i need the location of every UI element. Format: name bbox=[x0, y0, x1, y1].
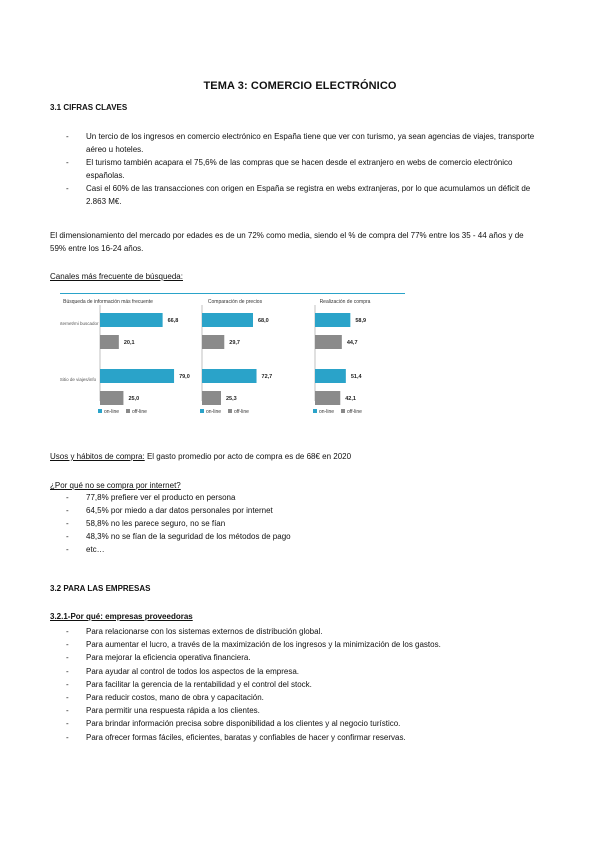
legend-online-swatch bbox=[200, 409, 204, 413]
offline-bar bbox=[100, 391, 123, 405]
list-item: - Para ofrecer formas fáciles, eficientes, baratas y confiables de hacer y confirmar reservas. bbox=[66, 731, 536, 744]
category-label: Internet/mi buscador bbox=[60, 321, 99, 326]
why-not-buy-heading: ¿Por qué no se compra por internet? bbox=[50, 481, 181, 490]
offline-bar bbox=[315, 391, 340, 405]
legend-offline-swatch bbox=[228, 409, 232, 413]
online-value-label: 79,0 bbox=[179, 374, 190, 380]
list-item: - etc… bbox=[66, 543, 536, 556]
list-item: - 48,3% no se fían de la seguridad de los métodos de pago bbox=[66, 530, 536, 543]
list-item: - Para reducir costos, mano de obra y capacitación. bbox=[66, 691, 536, 704]
chart-title: Búsqueda de información más frecuente bbox=[63, 299, 153, 305]
offline-value-label: 42,1 bbox=[345, 396, 356, 402]
usos-line bbox=[50, 450, 530, 463]
online-bar bbox=[315, 369, 346, 383]
online-bar bbox=[100, 313, 163, 327]
offline-value-label: 20,1 bbox=[123, 340, 135, 346]
online-bar bbox=[202, 313, 253, 327]
legend-offline-swatch bbox=[341, 409, 345, 413]
list-item: - Para permitir una respuesta rápida a los clientes. bbox=[66, 704, 536, 717]
key-figures-list bbox=[66, 130, 536, 208]
offline-bar bbox=[315, 335, 342, 349]
online-bar bbox=[202, 369, 257, 383]
chart-title: Realización de compra bbox=[319, 299, 371, 305]
legend-offline-label: off-line bbox=[132, 409, 147, 415]
list-item: - 77,8% prefiere ver el producto en persona bbox=[66, 491, 536, 504]
online-value-label: 51,4 bbox=[350, 374, 362, 380]
section-heading-3-1: 3.1 CIFRAS CLAVES bbox=[50, 103, 128, 112]
legend-online-swatch bbox=[313, 409, 317, 413]
offline-value-label: 25,3 bbox=[225, 396, 237, 402]
legend-online-label: on-line bbox=[104, 409, 120, 415]
channels-chart bbox=[60, 293, 405, 423]
list-item: - 58,8% no les parece seguro, no se fían bbox=[66, 517, 536, 530]
chart-title: Comparación de precios bbox=[207, 299, 263, 305]
subsection-heading-3-2-1: 3.2.1-Por qué: empresas proveedoras bbox=[50, 612, 193, 621]
offline-bar bbox=[202, 335, 224, 349]
list-item: - El turismo también acapara el 75,6% de las compras que se hacen desde el extranjero en webs de comercio electrónico españolas. bbox=[66, 156, 536, 182]
channels-heading: Canales más frecuente de búsqueda: bbox=[50, 272, 183, 281]
list-item: - Para brindar información precisa sobre disponibilidad a los clientes y al negocio turístico. bbox=[66, 717, 536, 730]
section-heading-3-2: 3.2 PARA LAS EMPRESAS bbox=[50, 584, 151, 593]
charts-svg bbox=[60, 293, 405, 423]
usos-text: El gasto promedio por acto de compra es de 68€ en 2020 bbox=[144, 452, 352, 461]
offline-value-label: 29,7 bbox=[229, 340, 240, 346]
page-title: TEMA 3: COMERCIO ELECTRÓNICO bbox=[203, 80, 397, 92]
list-item: - Un tercio de los ingresos en comercio electrónico en España tiene que ver con turismo, ya sean agencias de viajes, transporte aéreo u hoteles. bbox=[66, 130, 536, 156]
why-not-buy-list bbox=[66, 491, 536, 556]
list-item: - Para aumentar el lucro, a través de la maximización de los ingresos y la minimización de los gastos. bbox=[66, 638, 536, 651]
online-bar bbox=[100, 369, 174, 383]
legend-online-swatch bbox=[98, 409, 102, 413]
list-item: - Para facilitar la gerencia de la rentabilidad y el control del stock. bbox=[66, 678, 536, 691]
category-label: Sitio de viajes/info bbox=[60, 377, 97, 382]
legend-offline-label: off-line bbox=[347, 409, 362, 415]
offline-bar bbox=[100, 335, 119, 349]
legend-offline-label: off-line bbox=[234, 409, 249, 415]
market-paragraph: El dimensionamiento del mercado por edades es de un 72% como media, siendo el % de compra del 77% entre los 35 - 44 años y de 59% entre los 16-24 años. bbox=[50, 231, 524, 253]
list-item: - Casi el 60% de las transacciones con origen en España se registra en webs extranjeras, por lo que acumulamos un déficit de 2.863 M€. bbox=[66, 182, 536, 208]
reasons-list bbox=[66, 625, 536, 744]
offline-bar bbox=[202, 391, 221, 405]
online-value-label: 66,8 bbox=[167, 318, 179, 324]
chart-top-rule bbox=[60, 293, 405, 294]
list-item: - 64,5% por miedo a dar datos personales por internet bbox=[66, 504, 536, 517]
usos-label: Usos y hábitos de compra: bbox=[50, 452, 145, 461]
offline-value-label: 44,7 bbox=[346, 340, 358, 346]
legend-online-label: on-line bbox=[319, 409, 335, 415]
online-value-label: 58,9 bbox=[355, 318, 367, 324]
online-value-label: 68,0 bbox=[258, 318, 269, 324]
list-item: - Para mejorar la eficiencia operativa financiera. bbox=[66, 651, 536, 664]
list-item: - Para relacionarse con los sistemas externos de distribución global. bbox=[66, 625, 536, 638]
list-item: - Para ayudar al control de todos los aspectos de la empresa. bbox=[66, 665, 536, 678]
legend-online-label: on-line bbox=[206, 409, 222, 415]
legend-offline-swatch bbox=[126, 409, 130, 413]
offline-value-label: 25,0 bbox=[128, 396, 140, 402]
online-value-label: 72,7 bbox=[261, 374, 273, 380]
online-bar bbox=[315, 313, 350, 327]
